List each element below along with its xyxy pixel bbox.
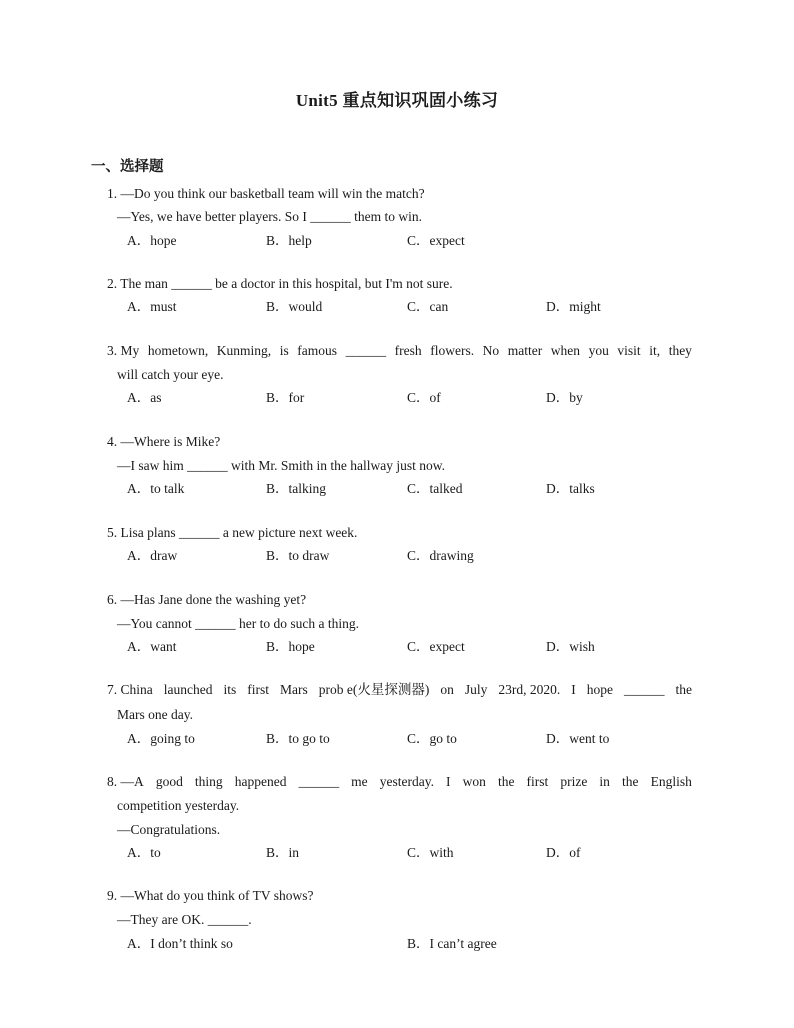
q8-option-d[interactable]: D．of: [546, 845, 581, 860]
q9-line-2: —They are OK. ______.: [117, 912, 252, 927]
q7-option-a[interactable]: A．going to: [127, 731, 195, 746]
q2-option-c[interactable]: C．can: [407, 299, 449, 314]
q2-option-a[interactable]: A．must: [127, 299, 177, 314]
q6-option-a[interactable]: A．want: [127, 639, 177, 654]
q6-line-1: 6. —Has Jane done the washing yet?: [107, 592, 307, 607]
q4-option-b[interactable]: B．talking: [266, 481, 326, 496]
q7-line-1: 7. China launched its first Mars prob e(火星探测器) on July 23rd, 2020. I hope ______ the: [107, 682, 692, 697]
q1-option-a[interactable]: A．hope: [127, 233, 177, 248]
q3-option-c[interactable]: C．of: [407, 390, 441, 405]
q6-option-d[interactable]: D．wish: [546, 639, 595, 654]
q4-option-c[interactable]: C．talked: [407, 481, 463, 496]
q7-option-c[interactable]: C．go to: [407, 731, 457, 746]
q4-line-2: —I saw him ______ with Mr. Smith in the hallway just now.: [117, 458, 445, 473]
q8-line-1: 8. —A good thing happened ______ me yesterday. I won the first prize in the English: [107, 774, 692, 789]
q2-option-b[interactable]: B．would: [266, 299, 323, 314]
q7-option-b[interactable]: B．to go to: [266, 731, 330, 746]
q8-option-c[interactable]: C．with: [407, 845, 454, 860]
q3-option-d[interactable]: D．by: [546, 390, 583, 405]
q5-option-a[interactable]: A．draw: [127, 548, 178, 563]
q5-option-c[interactable]: C．drawing: [407, 548, 474, 563]
q1-line-2: —Yes, we have better players. So I ______ them to win.: [117, 209, 422, 224]
q1-option-c[interactable]: C．expect: [407, 233, 465, 248]
q3-line-2: will catch your eye.: [117, 367, 224, 382]
q2-option-d[interactable]: D．might: [546, 299, 601, 314]
section-heading: 一、选择题: [91, 159, 164, 175]
q1-option-b[interactable]: B．help: [266, 233, 312, 248]
q9-line-1: 9. —What do you think of TV shows?: [107, 888, 314, 903]
q8-option-b[interactable]: B．in: [266, 845, 300, 860]
q1-line-1: 1. —Do you think our basketball team will win the match?: [107, 186, 425, 201]
q8-line-2: competition yesterday.: [117, 798, 240, 813]
q5-line-1: 5. Lisa plans ______ a new picture next week.: [107, 525, 358, 540]
q3-option-b[interactable]: B．for: [266, 390, 305, 405]
q9-option-b[interactable]: B．I can’t agree: [407, 936, 497, 951]
q8-line-3: —Congratulations.: [117, 822, 221, 837]
q4-option-a[interactable]: A．to talk: [127, 481, 185, 496]
q6-line-2: —You cannot ______ her to do such a thing.: [117, 616, 359, 631]
q3-option-a[interactable]: A．as: [127, 390, 162, 405]
q2-line-1: 2. The man ______ be a doctor in this hospital, but I'm not sure.: [107, 276, 453, 291]
q8-option-a[interactable]: A．to: [127, 845, 161, 860]
q7-option-d[interactable]: D．went to: [546, 731, 610, 746]
q5-option-b[interactable]: B．to draw: [266, 548, 330, 563]
q6-option-c[interactable]: C．expect: [407, 639, 465, 654]
q3-line-1: 3. My hometown, Kunming, is famous ______ fresh flowers. No matter when you visit it, they: [107, 343, 692, 358]
q4-option-d[interactable]: D．talks: [546, 481, 595, 496]
q6-option-b[interactable]: B．hope: [266, 639, 315, 654]
q9-option-a[interactable]: A．I don’t think so: [127, 936, 233, 951]
q4-line-1: 4. —Where is Mike?: [107, 434, 221, 449]
q7-line-2: Mars one day.: [117, 707, 193, 722]
page-title: Unit5 重点知识巩固小练习: [295, 91, 499, 110]
